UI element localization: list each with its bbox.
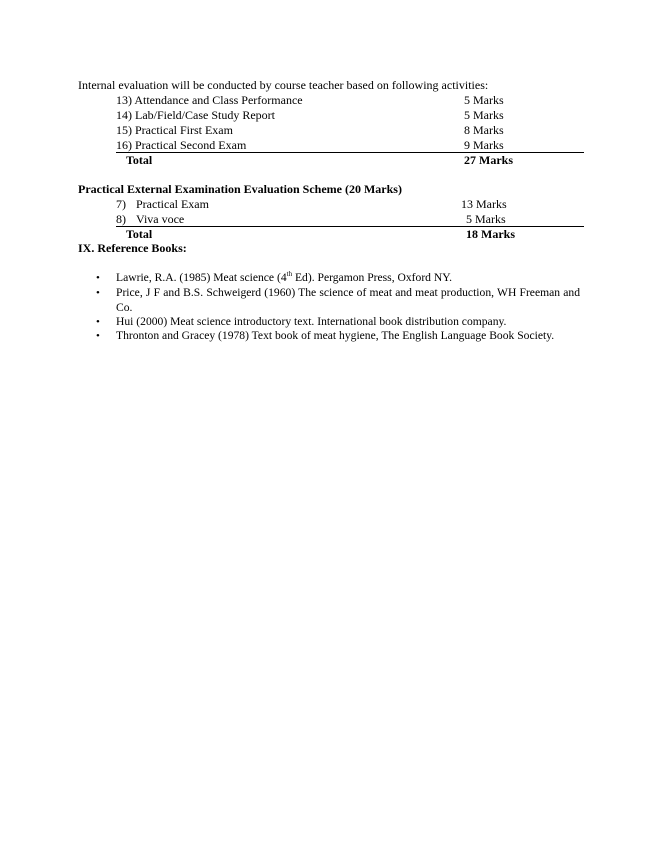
- internal-item-marks: 8 Marks: [464, 123, 504, 137]
- external-evaluation-heading: Practical External Examination Evaluation Scheme (20 Marks): [78, 182, 402, 196]
- internal-item-marks: 9 Marks: [464, 138, 504, 152]
- internal-total-rule: [116, 152, 584, 153]
- bullet: •: [96, 316, 100, 328]
- external-item-number: 8): [116, 212, 126, 226]
- internal-total-marks: 27 Marks: [464, 153, 513, 167]
- reference-item: Price, J F and B.S. Schweigerd (1960) The science of meat and meat production, WH Freeman and Co.: [116, 286, 580, 314]
- internal-evaluation-intro: Internal evaluation will be conducted by course teacher based on following activities:: [78, 78, 489, 92]
- reference-item: Hui (2000) Meat science introductory text. International book distribution company.: [116, 315, 507, 328]
- external-total-label: Total: [126, 227, 153, 241]
- external-item-marks: 13 Marks: [461, 197, 507, 211]
- reference-item: Thronton and Gracey (1978) Text book of meat hygiene, The English Language Book Society.: [116, 329, 555, 342]
- internal-total-label: Total: [126, 153, 153, 167]
- external-item-marks: 5 Marks: [466, 212, 506, 226]
- external-total-marks: 18 Marks: [466, 227, 515, 241]
- external-item-label: Viva voce: [136, 212, 185, 226]
- internal-item-marks: 5 Marks: [464, 108, 504, 122]
- internal-item-label: 13) Attendance and Class Performance: [116, 93, 303, 107]
- references-heading: IX. Reference Books:: [78, 241, 187, 255]
- internal-item-label: 14) Lab/Field/Case Study Report: [116, 108, 275, 122]
- internal-item-marks: 5 Marks: [464, 93, 504, 107]
- bullet: •: [96, 330, 100, 342]
- external-item-number: 7): [116, 197, 126, 211]
- reference-text: Ed). Pergamon Press, Oxford NY.: [292, 271, 453, 284]
- reference-superscript: th: [286, 270, 293, 279]
- external-item-label: Practical Exam: [136, 197, 209, 211]
- bullet: •: [96, 272, 100, 284]
- internal-item-label: 16) Practical Second Exam: [116, 138, 247, 152]
- bullet: •: [96, 287, 100, 299]
- internal-item-label: 15) Practical First Exam: [116, 123, 233, 137]
- reference-item: [116, 271, 580, 286]
- reference-text: Lawrie, R.A. (1985) Meat science (4: [116, 271, 287, 284]
